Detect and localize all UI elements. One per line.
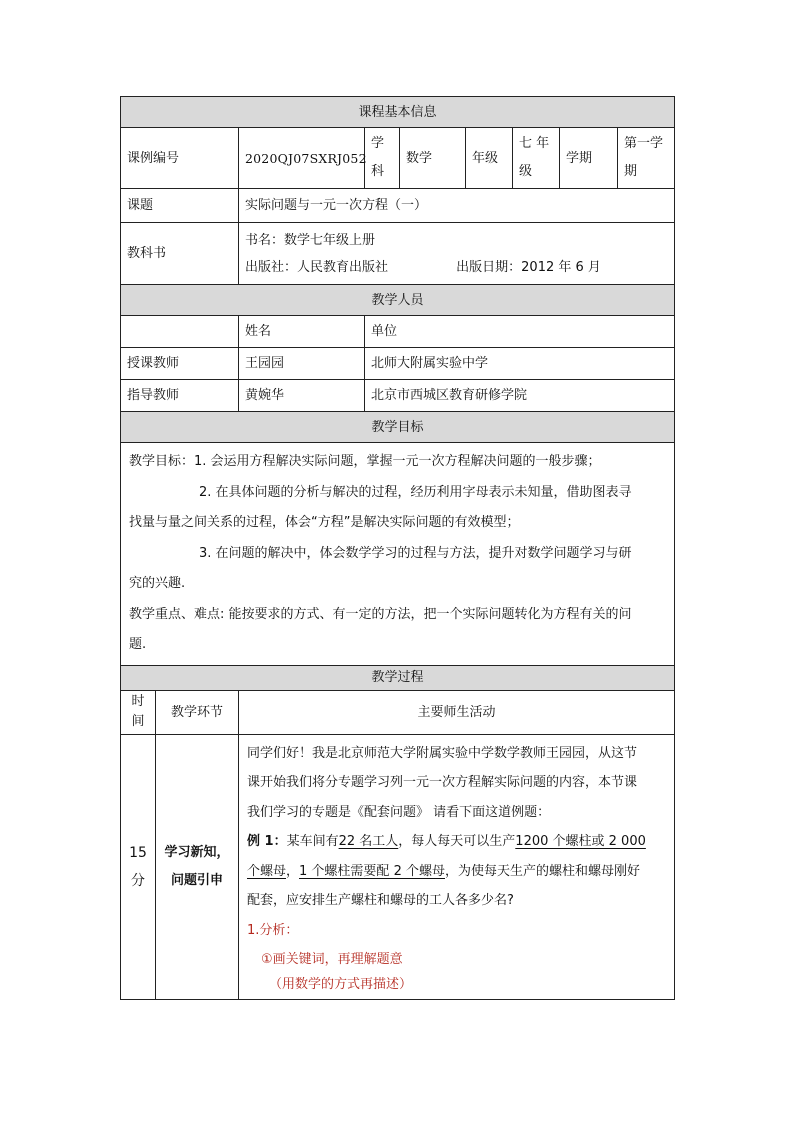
activity-content — [239, 734, 675, 999]
term-value-1: 第一学 — [624, 136, 664, 151]
intro-line-3: 我们学习的专题是《配套问题》 请看下面这道例题： — [247, 804, 551, 820]
section-teachers: 教学人员 — [121, 285, 675, 316]
staff-role: 指导教师 — [121, 380, 239, 412]
analysis-step-2: （用数学的方式再描述） — [269, 976, 413, 992]
example-problem — [247, 827, 666, 916]
time-value-2: 分 — [131, 872, 145, 889]
intro-line-2: 课开始我们将分专题学习列一元一次方程解实际问题的内容，本节课 — [247, 775, 638, 790]
staff-role: 授课教师 — [121, 348, 239, 380]
topic-label: 课题 — [121, 189, 239, 223]
staff-row — [121, 348, 675, 380]
example-comma: ， — [286, 863, 300, 879]
staff-unit: 北师大附属实验中学 — [365, 348, 675, 380]
case-no-value: 2020QJ07SXRJ052 — [239, 128, 365, 189]
stage-line-2: 问题引申 — [170, 872, 223, 888]
staff-row — [121, 380, 675, 412]
goal-line-1: 教学目标：1. 会运用方程解决实际问题，掌握一元一次方程解决问题的一般步骤； — [129, 454, 601, 469]
case-no-label: 课例编号 — [121, 128, 239, 189]
section-basic-info: 课程基本信息 — [121, 97, 675, 128]
example-text-c: ，每人每天可以生产 — [398, 834, 516, 849]
time-header-2: 间 — [131, 714, 145, 729]
topic-value: 实际问题与一元一次方程（一） — [239, 189, 675, 223]
term-label: 学期 — [560, 128, 618, 189]
grade-value-1: 七 年 — [519, 136, 550, 151]
publisher: 出版社：人民教育出版社 — [245, 259, 389, 275]
example-question: 配套，应安排生产螺柱和螺母的工人各多少名? — [247, 893, 514, 908]
textbook-label: 教科书 — [121, 223, 239, 285]
analysis-heading: 1.分析： — [247, 922, 299, 938]
subject-label-2: 科 — [371, 164, 385, 179]
section-process: 教学过程 — [121, 665, 675, 690]
example-text-a: 某车间有 — [286, 834, 339, 849]
goal-line-2a: 2. 在具体问题的分析与解决的过程，经历利用字母表示未知量，借助图表寻 — [199, 484, 632, 500]
staff-name: 黄婉华 — [239, 380, 365, 412]
goal-line-2b: 找量与量之间关系的过程，体会“方程”是解决实际问题的有效模型； — [129, 515, 520, 530]
activity-header: 主要师生活动 — [239, 690, 675, 734]
goals-block — [121, 443, 675, 666]
staff-unit: 北京市西城区教育研修学院 — [365, 380, 675, 412]
pub-date: 出版日期：2012 年 6 月 — [456, 259, 601, 275]
grade-label: 年级 — [466, 128, 513, 189]
grade-value-2: 级 — [519, 164, 533, 179]
example-text-h: ，为使每天生产的螺柱和螺母刚好 — [444, 863, 640, 879]
goal-key-points-cont: 题. — [129, 637, 147, 652]
section-goals: 教学目标 — [121, 412, 675, 443]
book-name: 书名：数学七年级上册 — [245, 232, 376, 248]
analysis-step-1: ①画关键词，再理解题意 — [261, 952, 403, 967]
stage-line-1: 学习新知， — [164, 844, 230, 860]
course-info-table — [120, 96, 675, 1000]
example-nuts: 个螺母 — [247, 863, 287, 879]
intro-line-1: 同学们好！我是北京师范大学附属实验中学数学教师王园园，从这节 — [247, 745, 638, 761]
time-header-1: 时 — [131, 694, 145, 709]
goal-line-3b: 究的兴趣. — [129, 576, 186, 591]
subject-label-1: 学 — [371, 136, 385, 151]
example-workers: 22 名工人 — [338, 834, 399, 849]
example-ratio: 1 个螺柱需要配 2 个螺母 — [299, 863, 445, 879]
time-value-1: 15 — [129, 844, 147, 861]
subject-value: 数学 — [400, 128, 466, 189]
goal-key-points: 教学重点、难点: 能按要求的方式、有一定的方法，把一个实际问题转化为方程有关的问 — [129, 606, 632, 622]
goal-line-3a: 3. 在问题的解决中，体会数学学习的过程与方法，提升对数学问题学习与研 — [199, 545, 632, 561]
unit-header: 单位 — [365, 316, 675, 348]
example-label: 例 1： — [247, 834, 287, 849]
staff-name: 王园园 — [239, 348, 365, 380]
example-rate: 1200 个螺柱或 2 000 — [515, 834, 646, 849]
term-value-2: 期 — [624, 164, 638, 179]
stage-header: 教学环节 — [156, 690, 239, 734]
name-header: 姓名 — [239, 316, 365, 348]
